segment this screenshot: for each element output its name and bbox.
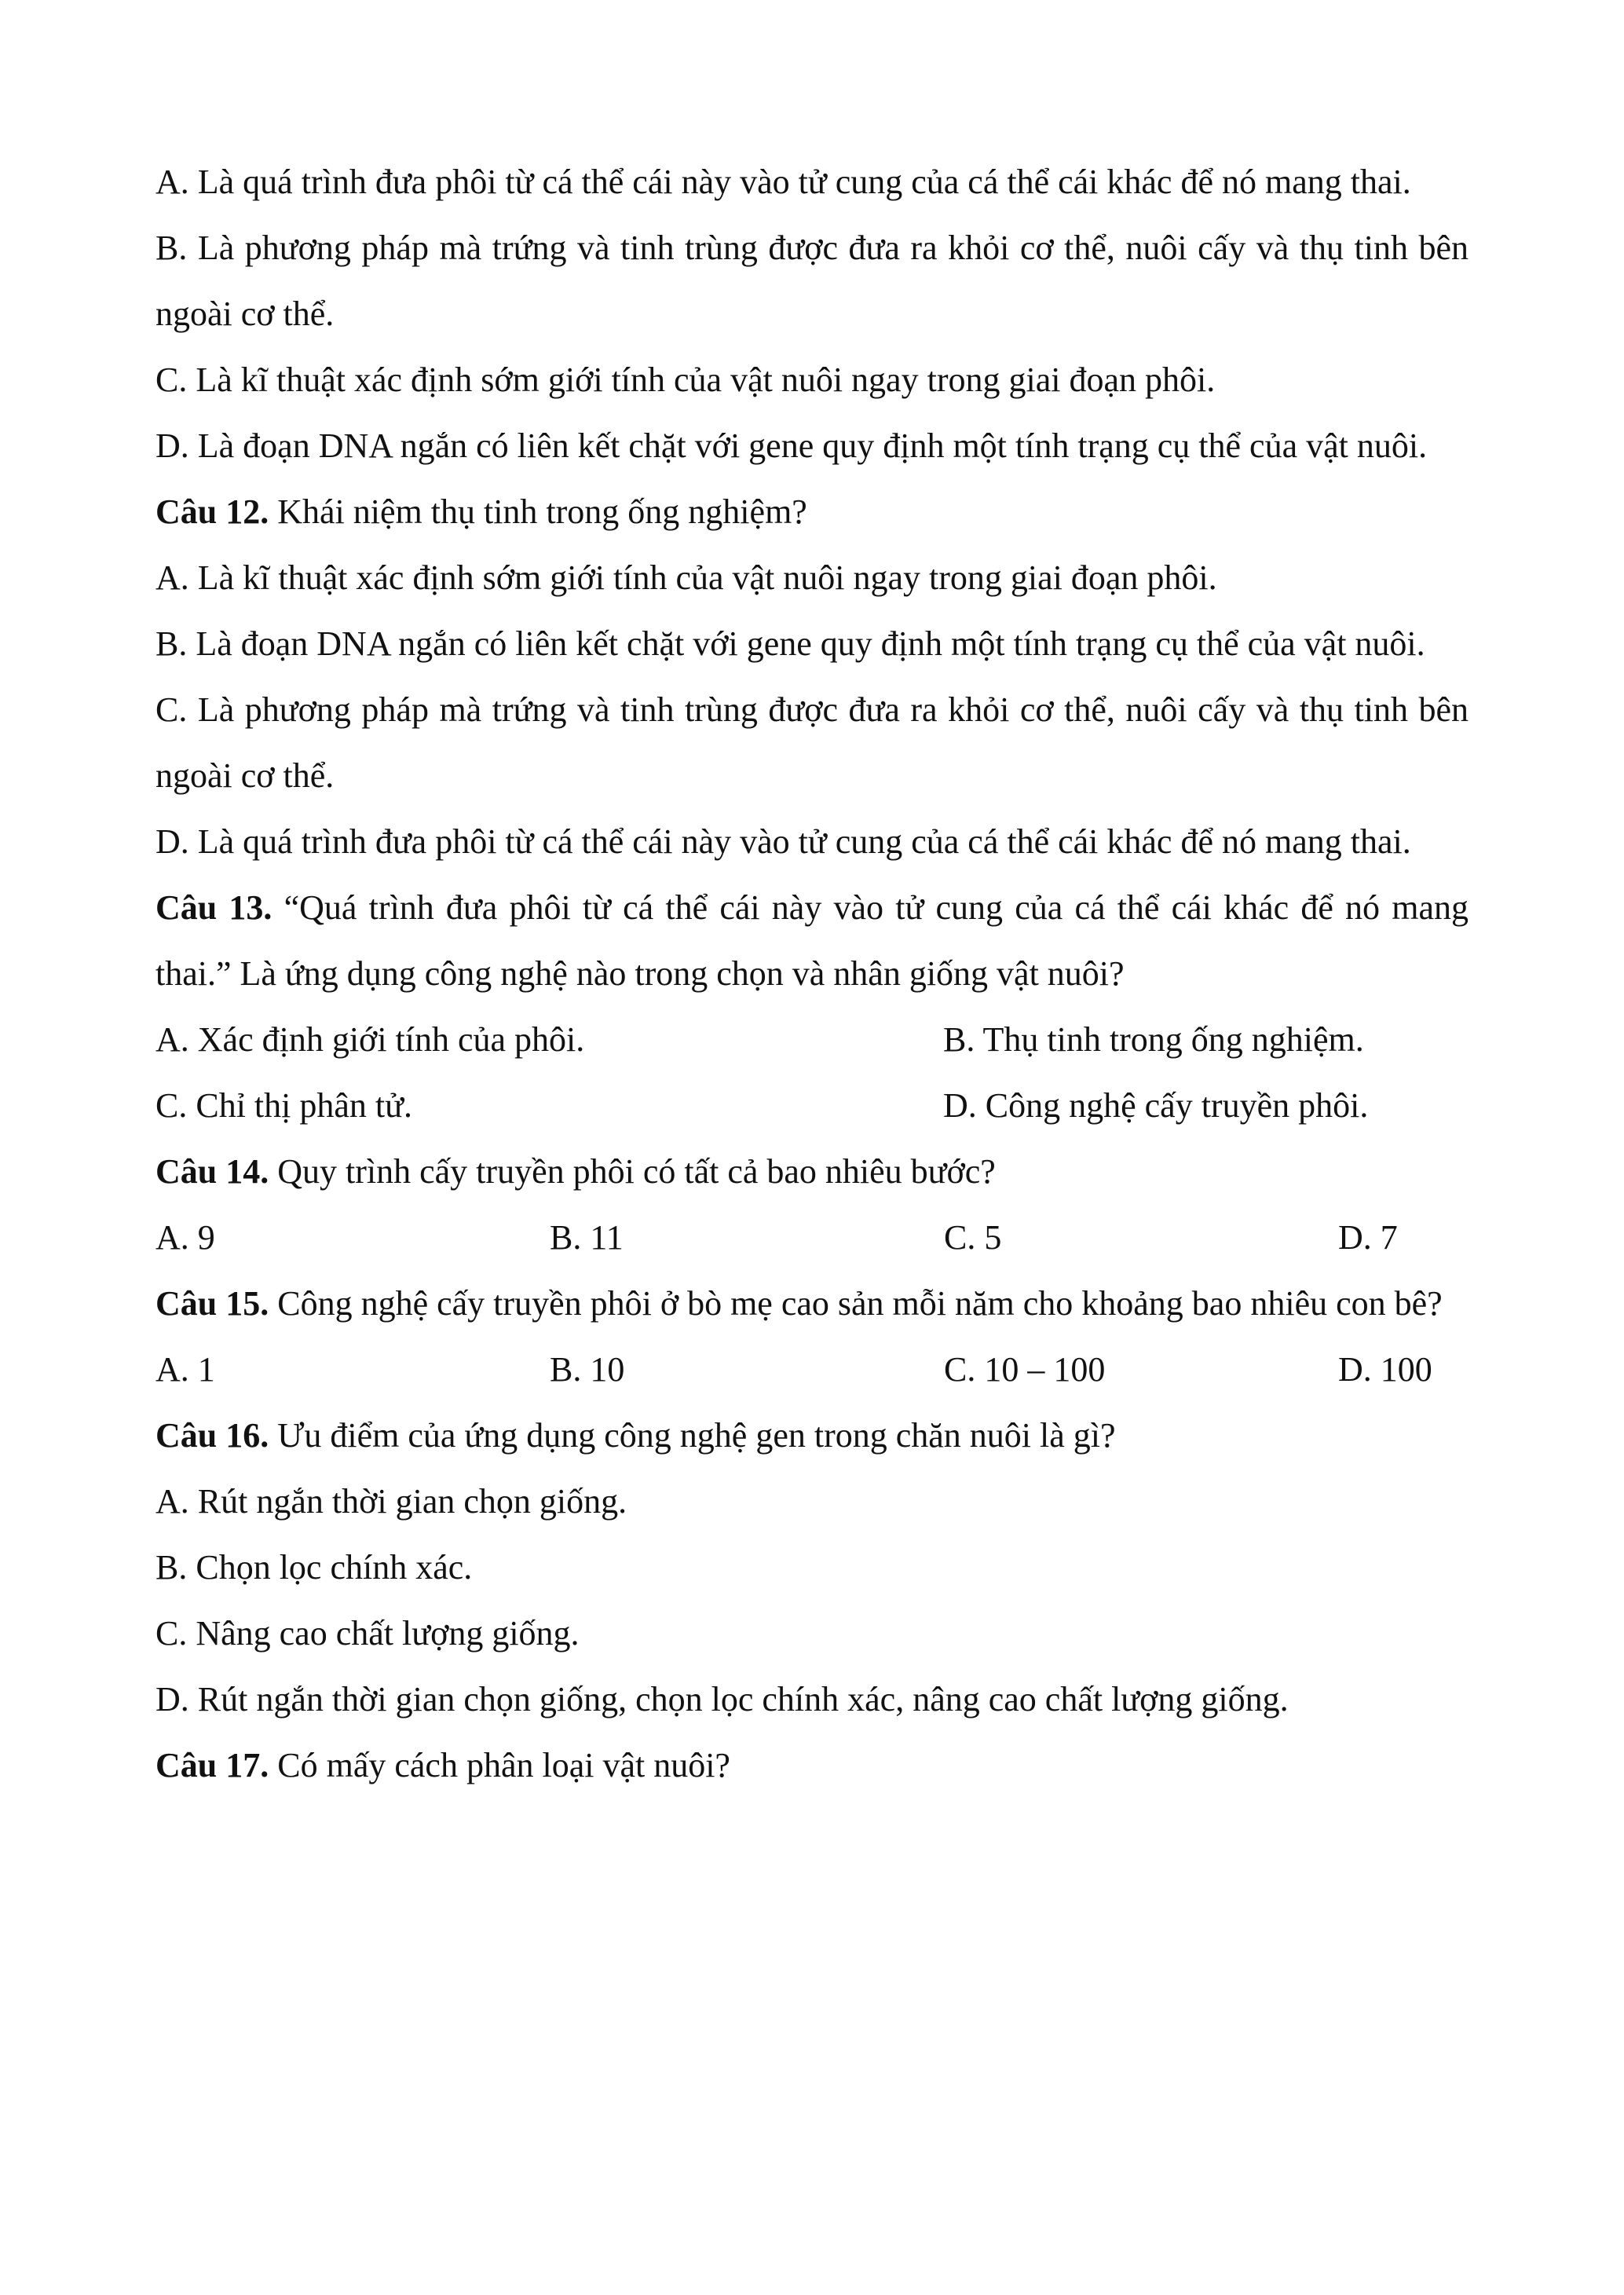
q12-option-d: D. Là quá trình đưa phôi từ cá thể cái này vào tử cung của cá thể cái khác để nó mang thai. [155,822,1411,861]
document-page [155,149,1469,1799]
question-14-label: Câu 14. [155,1152,269,1191]
question-14 [155,1139,1469,1205]
q16-option-d: D. Rút ngắn thời gian chọn giống, chọn lọc chính xác, nâng cao chất lượng giống. [155,1680,1289,1719]
q14-option-c: C. 5 [944,1218,1002,1257]
q16-option-c: C. Nâng cao chất lượng giống. [155,1614,580,1653]
q13-option-a: A. Xác định giới tính của phôi. [155,1020,585,1059]
question-13-label: Câu 13. [155,888,272,927]
question-15-label: Câu 15. [155,1284,269,1323]
q12-option-b: B. Là đoạn DNA ngắn có liên kết chặt với gene quy định một tính trạng cụ thể của vật nuôi. [155,624,1425,663]
q13-option-b: B. Thụ tinh trong ống nghiệm. [943,1020,1364,1059]
q14-option-a: A. 9 [155,1218,215,1257]
q14-option-b: B. 11 [550,1218,624,1257]
question-17 [155,1733,1469,1799]
q13-options-row-1 [155,1007,1469,1073]
q15-option-d: D. 100 [1338,1350,1432,1389]
q15-option-c: C. 10 – 100 [944,1350,1106,1389]
question-15-text: Công nghệ cấy truyền phôi ở bò mẹ cao sản mỗi năm cho khoảng bao nhiêu con bê? [269,1284,1443,1323]
question-12-label: Câu 12. [155,492,269,531]
q12-option-a: A. Là kĩ thuật xác định sớm giới tính của vật nuôi ngay trong giai đoạn phôi. [155,558,1217,597]
question-14-text: Quy trình cấy truyền phôi có tất cả bao nhiêu bước? [269,1152,996,1191]
q14-options-row [155,1205,1469,1271]
question-15 [155,1271,1469,1337]
q11-option-b: B. Là phương pháp mà trứng và tinh trùng được đưa ra khỏi cơ thể, nuôi cấy và thụ tinh bên ngoài cơ thể. [155,229,1469,333]
q11-option-a: A. Là quá trình đưa phôi từ cá thể cái này vào tử cung của cá thể cái khác để nó mang thai. [155,163,1411,201]
q11-option-d: D. Là đoạn DNA ngắn có liên kết chặt với gene quy định một tính trạng cụ thể của vật nuôi. [155,426,1428,465]
question-17-label: Câu 17. [155,1746,269,1784]
q13-option-d: D. Công nghệ cấy truyền phôi. [943,1086,1369,1125]
question-16 [155,1403,1469,1469]
q15-option-b: B. 10 [550,1350,625,1389]
question-13 [155,875,1469,1007]
question-13-text: “Quá trình đưa phôi từ cá thể cái này vào tử cung của cá thể cái khác để nó mang thai.” Là ứng dụng công nghệ nào trong chọn và nhân giống vật nuôi? [155,888,1469,993]
q16-option-a: A. Rút ngắn thời gian chọn giống. [155,1482,627,1521]
question-12-text: Khái niệm thụ tinh trong ống nghiệm? [269,492,807,531]
q15-option-a: A. 1 [155,1350,215,1389]
q11-option-c: C. Là kĩ thuật xác định sớm giới tính của vật nuôi ngay trong giai đoạn phôi. [155,361,1216,399]
q13-option-c: C. Chỉ thị phân tử. [155,1086,412,1125]
question-17-text: Có mấy cách phân loại vật nuôi? [269,1746,730,1784]
question-12 [155,479,1469,545]
q13-options-row-2 [155,1073,1469,1139]
q12-option-c: C. Là phương pháp mà trứng và tinh trùng được đưa ra khỏi cơ thể, nuôi cấy và thụ tinh bên ngoài cơ thể. [155,690,1469,795]
question-16-label: Câu 16. [155,1416,269,1455]
q16-option-b: B. Chọn lọc chính xác. [155,1548,473,1587]
q14-option-d: D. 7 [1338,1218,1398,1257]
q15-options-row [155,1337,1469,1403]
question-16-text: Ưu điểm của ứng dụng công nghệ gen trong chăn nuôi là gì? [269,1416,1116,1455]
